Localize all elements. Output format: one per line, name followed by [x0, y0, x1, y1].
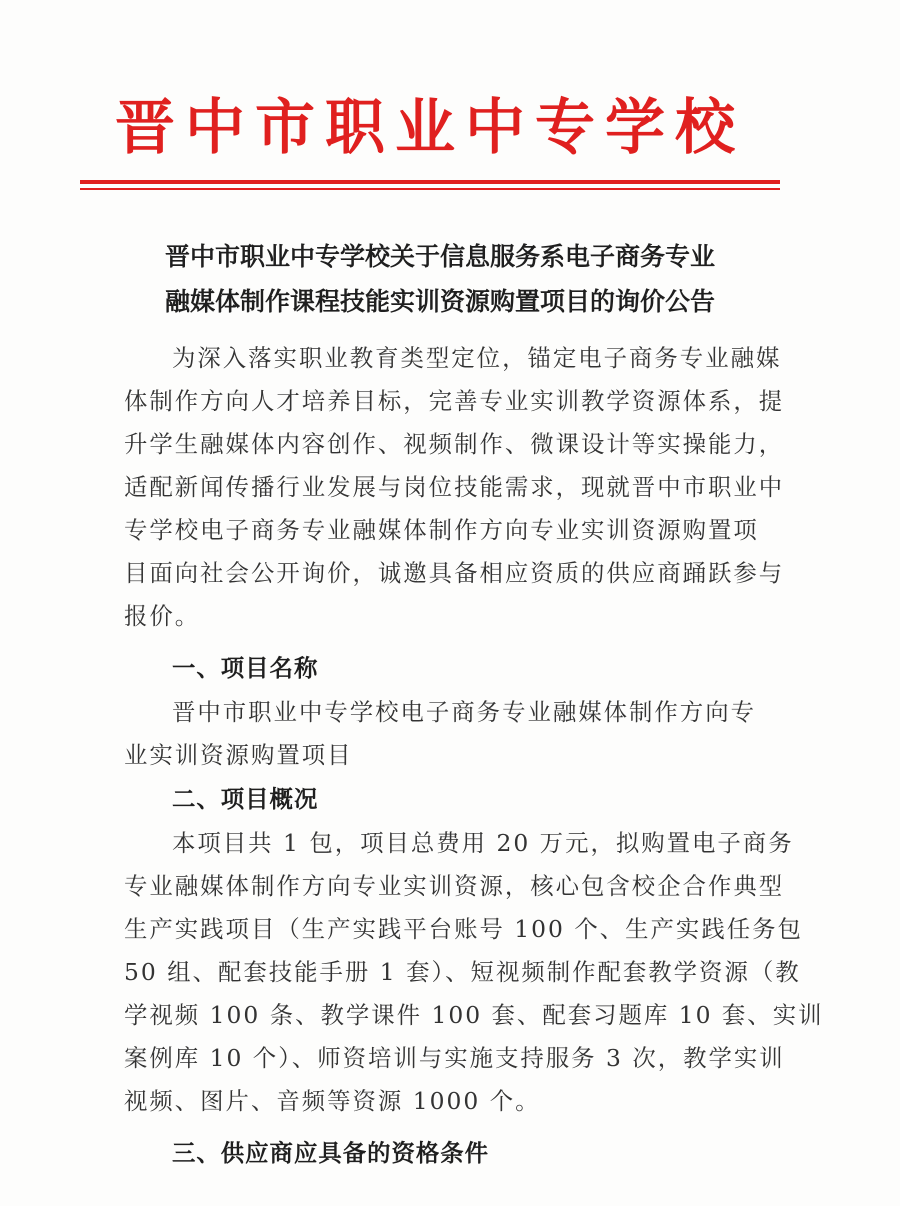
section-1-line: 业实训资源购置项目 [124, 741, 353, 769]
intro-line: 适配新闻传播行业发展与岗位技能需求，现就晋中市职业中 [124, 473, 785, 501]
document-title [100, 234, 780, 324]
document-body [124, 337, 824, 1176]
section-1-heading: 一、项目名称 [172, 654, 319, 682]
section-2-line: 50 组、配套技能手册 1 套）、短视频制作配套教学资源（教 [124, 958, 801, 986]
intro-line: 目面向社会公开询价，诚邀具备相应资质的供应商踊跃参与 [124, 559, 785, 587]
intro-line: 体制作方向人才培养目标，完善专业实训教学资源体系，提 [124, 387, 785, 415]
letterhead-red-rule [80, 180, 780, 184]
document-title-line-1: 晋中市职业中专学校关于信息服务系电子商务专业 [164, 242, 715, 271]
section-2-line: 视频、图片、音频等资源 1000 个。 [124, 1087, 541, 1115]
document-title-line-2: 融媒体制作课程技能实训资源购置项目的询价公告 [164, 287, 715, 316]
intro-line: 报价。 [124, 602, 201, 630]
section-2-line: 生产实践项目（生产实践平台账号 100 个、生产实践任务包 [124, 915, 803, 943]
section-2-line: 专业融媒体制作方向专业实训资源，核心包含校企合作典型 [124, 872, 785, 900]
letterhead-school-name: 晋中市职业中专学校 [115, 93, 745, 163]
section-2-line: 案例库 10 个）、师资培训与实施支持服务 3 次，教学实训 [124, 1044, 785, 1072]
section-2-line: 学视频 100 条、教学课件 100 套、配套习题库 10 套、实训 [124, 1001, 824, 1029]
section-3-heading: 三、供应商应具备的资格条件 [172, 1139, 490, 1167]
section-2-heading: 二、项目概况 [172, 785, 319, 813]
intro-line: 专学校电子商务专业融媒体制作方向专业实训资源购置项 [124, 516, 759, 544]
letterhead-red-rule-thin [80, 188, 780, 190]
intro-line: 为深入落实职业教育类型定位，锚定电子商务专业融媒 [172, 344, 782, 372]
intro-line: 升学生融媒体内容创作、视频制作、微课设计等实操能力， [124, 430, 785, 458]
section-1-line: 晋中市职业中专学校电子商务专业融媒体制作方向专 [172, 698, 756, 726]
section-2-line: 本项目共 1 包，项目总费用 20 万元，拟购置电子商务 [172, 829, 794, 857]
